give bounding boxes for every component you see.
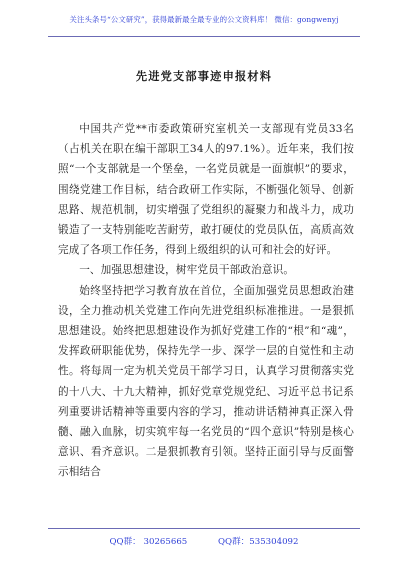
header-notice: 关注头条号“公文研究”，获得最新最全最专业的公文资料库！ 微信：gongwenyj xyxy=(69,15,339,24)
footer-divider xyxy=(48,528,360,529)
document-body xyxy=(58,119,354,483)
document-title: 先进党支部事迹申报材料 xyxy=(135,69,273,83)
paragraph-section-heading: 一、加强思想建设，树牢党员干部政治意识。 xyxy=(79,264,295,277)
paragraph-section-body: 始终坚持把学习教育放在首位，全面加强党员思想政治建设，全力推动机关党建工作向先进党组织标准推进。一是狠抓思想建设。始终把思想建设作为抓好党建工作的“根”和“魂”，发挥政研职能优势，保持先学一步、深学一层的自觉性和主动性。将每周一定为机关党员干部学习日，认真学习贯彻落实党的十八大、十九大精神，抓好党章党规党纪、习近平总书记系列重要讲话精神等重要内容的学习，推动讲话精神真正深入骨髓、融入血脉，切实筑牢每一名党员的“四个意识”特别是核心意识、看齐意识。二是狠抓教育引领。坚持正面引导与反面警示相结合 xyxy=(58,284,354,479)
footer-qq-group-1: QQ群： 30265665 xyxy=(109,537,188,547)
footer-qq-group-2: QQ群：535304092 xyxy=(218,537,299,547)
header-divider xyxy=(48,36,360,37)
footer-contact xyxy=(0,535,408,547)
paragraph-intro: 中国共产党**市委政策研究室机关一支部现有党员33名（占机关在职在编干部职工34人的97.1%）。近年来，我们按照“一个支部就是一个堡垒，一名党员就是一面旗帜”的要求，围绕党建工作目标，结合政研工作实际，不断强化领导、创新思路、规范机制，切实增强了党组织的凝聚力和战斗力，成功锻造了一支特别能吃苦耐劳，敢打硬仗的党员队伍，高质高效完成了各项工作任务，得到上级组织的认可和社会的好评。 xyxy=(58,123,354,257)
